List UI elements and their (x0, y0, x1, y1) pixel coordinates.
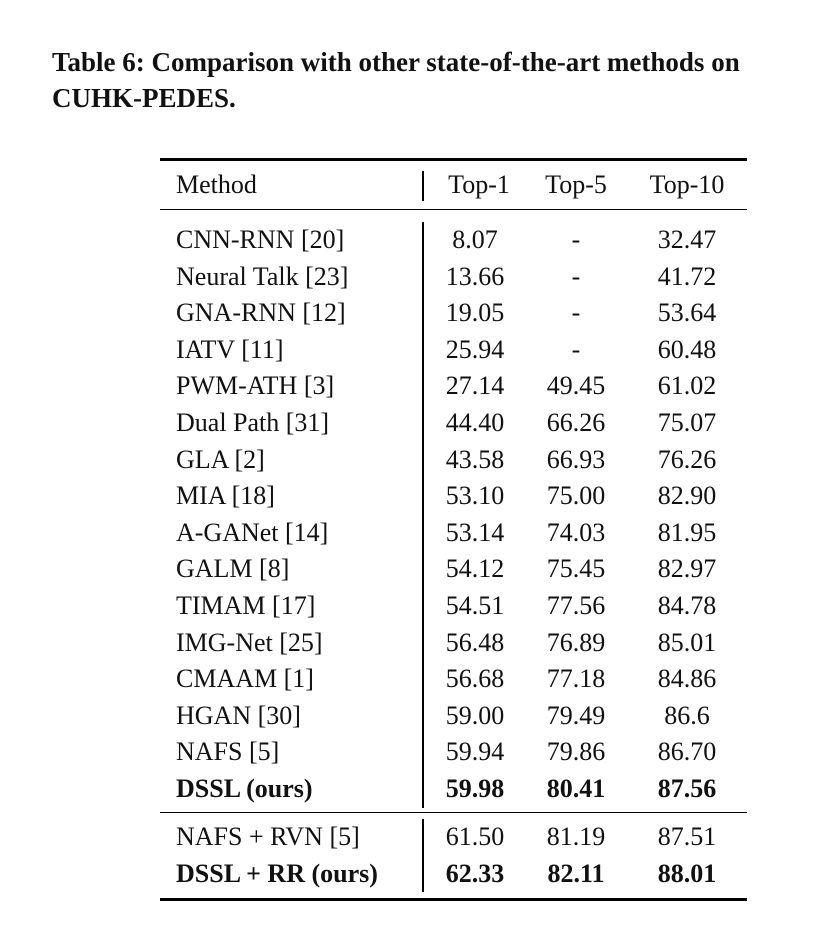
top10-cell: 53.64 (657, 298, 717, 328)
method-cell: TIMAM [17] (176, 590, 316, 620)
top5-cell: - (571, 298, 581, 328)
table-row (160, 588, 747, 625)
method-cell: GLA [2] (176, 444, 265, 474)
top1-cell: 59.94 (445, 737, 505, 767)
table-row (160, 478, 747, 515)
top10-cell: 41.72 (657, 261, 717, 291)
top5-cell: 75.00 (546, 481, 606, 511)
method-cell: GALM [8] (176, 554, 290, 584)
top1-cell: 25.94 (445, 334, 505, 364)
top10-cell: 84.78 (657, 590, 717, 620)
caption-line-2: CUHK-PEDES. (52, 83, 236, 113)
top10-cell: 87.56 (657, 773, 717, 803)
top5-cell: 79.86 (546, 737, 606, 767)
method-cell: IMG-Net [25] (176, 627, 323, 657)
top5-cell: 79.49 (546, 700, 606, 730)
method-cell: NAFS [5] (176, 737, 280, 767)
top5-cell: 80.41 (546, 773, 606, 803)
top10-cell: 86.70 (657, 737, 717, 767)
header-method: Method (176, 169, 257, 199)
top1-cell: 53.14 (445, 517, 505, 547)
method-cell: HGAN [30] (176, 700, 301, 730)
table-row (160, 661, 747, 698)
table-body-main (160, 210, 747, 812)
method-cell: A-GANet [14] (176, 517, 329, 547)
top10-cell: 81.95 (657, 517, 717, 547)
top10-cell: 87.51 (657, 822, 717, 851)
top10-cell: 61.02 (657, 371, 717, 401)
results-table (160, 158, 747, 901)
header-top1: Top-1 (448, 169, 510, 199)
table-row (160, 856, 747, 893)
table-row (160, 259, 747, 296)
method-cell: DSSL + RR (ours) (176, 858, 378, 888)
top1-cell: 19.05 (445, 298, 505, 328)
top5-cell: - (571, 261, 581, 291)
table-row (160, 368, 747, 405)
top10-cell: 88.01 (657, 858, 717, 888)
method-cell: CMAAM [1] (176, 664, 314, 694)
table-body-reranking (160, 813, 747, 898)
top5-cell: 77.56 (546, 590, 606, 620)
top5-cell: 81.19 (546, 822, 606, 851)
table-row (160, 332, 747, 369)
top5-cell: 76.89 (546, 627, 606, 657)
top1-cell: 27.14 (445, 371, 505, 401)
header-top10: Top-10 (649, 169, 725, 199)
table-row (160, 625, 747, 662)
method-cell: DSSL (ours) (176, 773, 313, 803)
header-top5: Top-5 (545, 169, 607, 199)
top10-cell: 82.90 (657, 481, 717, 511)
table-row (160, 405, 747, 442)
top1-cell: 13.66 (445, 261, 505, 291)
method-cell: IATV [11] (176, 334, 284, 364)
top5-cell: - (571, 334, 581, 364)
table-row (160, 771, 747, 808)
method-cell: PWM-ATH [3] (176, 371, 335, 401)
top10-cell: 32.47 (657, 225, 717, 254)
top10-cell: 84.86 (657, 664, 717, 694)
top5-cell: 66.93 (546, 444, 606, 474)
top5-cell: 49.45 (546, 371, 606, 401)
top1-cell: 56.68 (445, 664, 505, 694)
method-cell: CNN-RNN [20] (176, 225, 345, 254)
top1-cell: 62.33 (445, 858, 505, 888)
top1-cell: 61.50 (445, 822, 505, 851)
top5-cell: 66.26 (546, 407, 606, 437)
table-caption (52, 44, 833, 116)
table-row (160, 222, 747, 259)
table-row (160, 698, 747, 735)
table-row (160, 295, 747, 332)
table-row (160, 515, 747, 552)
top5-cell: 77.18 (546, 664, 606, 694)
top10-cell: 85.01 (657, 627, 717, 657)
top5-cell: - (571, 225, 581, 254)
method-cell: MIA [18] (176, 481, 275, 511)
method-cell: NAFS + RVN [5] (176, 822, 360, 851)
top10-cell: 76.26 (657, 444, 717, 474)
top1-cell: 56.48 (445, 627, 505, 657)
top1-cell: 54.12 (445, 554, 505, 584)
table-row (160, 734, 747, 771)
top1-cell: 43.58 (445, 444, 505, 474)
top1-cell: 44.40 (445, 407, 505, 437)
top10-cell: 75.07 (657, 407, 717, 437)
top1-cell: 53.10 (445, 481, 505, 511)
top1-cell: 54.51 (445, 590, 505, 620)
top5-cell: 74.03 (546, 517, 606, 547)
top1-cell: 59.98 (445, 773, 505, 803)
table-header-row (160, 161, 747, 209)
top1-cell: 59.00 (445, 700, 505, 730)
top10-cell: 86.6 (664, 700, 710, 730)
top5-cell: 75.45 (546, 554, 606, 584)
top1-cell: 8.07 (452, 225, 498, 254)
top5-cell: 82.11 (547, 858, 605, 888)
caption-line-1: Table 6: Comparison with other state-of-the-art methods on (52, 47, 740, 77)
table-row (160, 819, 747, 856)
bottom-rule (160, 898, 747, 901)
method-cell: Dual Path [31] (176, 407, 330, 437)
top10-cell: 82.97 (657, 554, 717, 584)
table-row (160, 442, 747, 479)
table-row (160, 551, 747, 588)
top10-cell: 60.48 (657, 334, 717, 364)
method-cell: Neural Talk [23] (176, 261, 349, 291)
method-cell: GNA-RNN [12] (176, 298, 346, 328)
